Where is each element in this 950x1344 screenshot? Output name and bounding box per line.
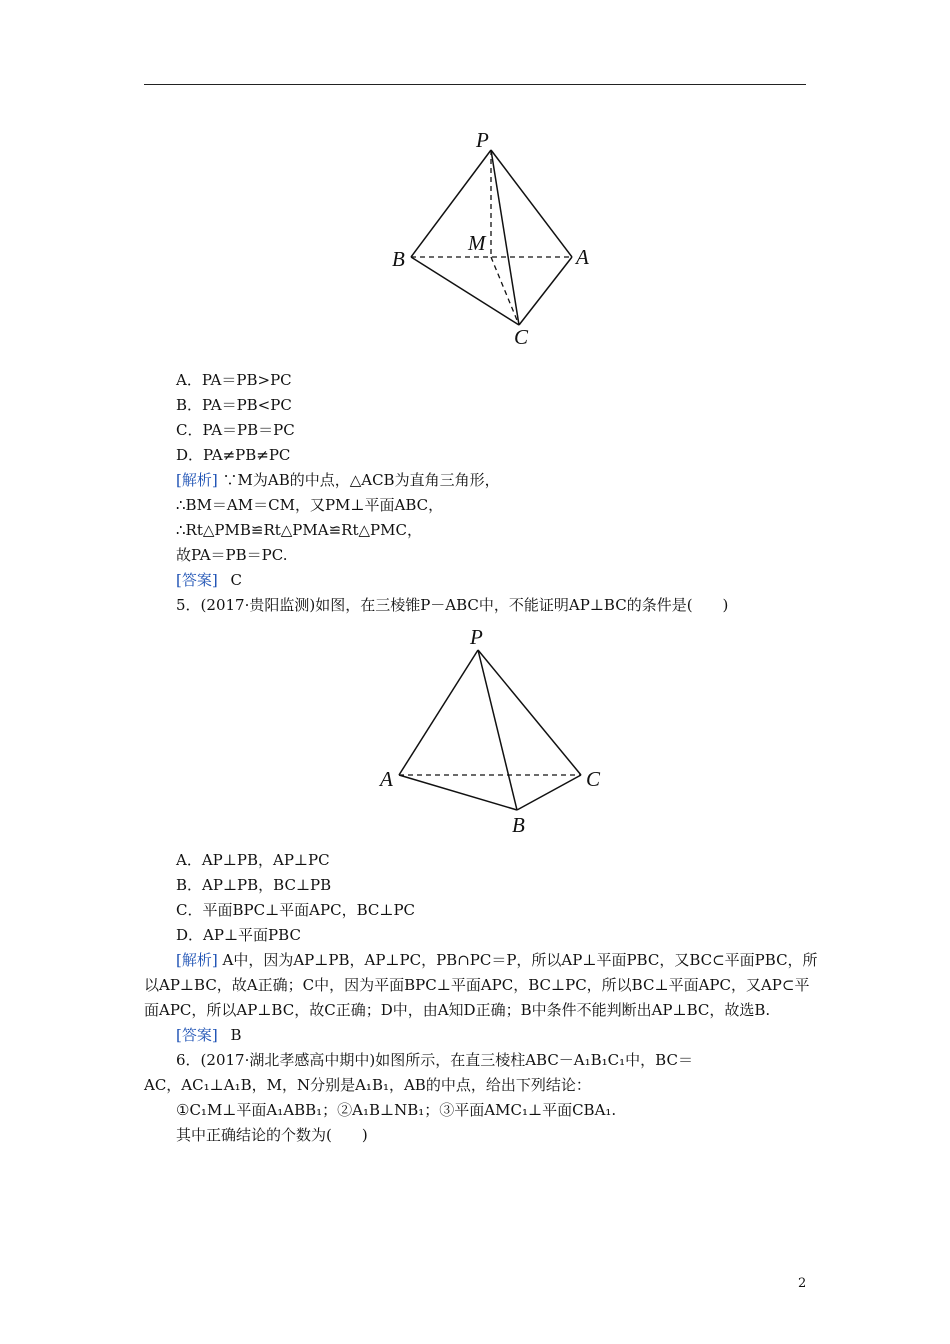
header-rule	[144, 84, 806, 85]
q4-option-c: C．PA＝PB＝PC	[176, 421, 295, 439]
label-P: P	[470, 625, 483, 649]
label-A: A	[380, 767, 393, 791]
edge-BC	[411, 257, 519, 325]
edge-PA	[491, 150, 572, 257]
q5-answer: B	[230, 1026, 242, 1044]
q5-option-b: B．AP⊥PB，BC⊥PB	[176, 876, 332, 894]
label-B: B	[392, 247, 405, 271]
q4-analysis-tag: [解析]	[176, 471, 218, 489]
q6-line-3: ①C₁M⊥平面A₁ABB₁；②A₁B⊥NB₁；③平面AMC₁⊥平面CBA₁.	[176, 1101, 617, 1119]
q5-option-d: D．AP⊥平面PBC	[176, 926, 301, 944]
page-number: 2	[798, 1276, 807, 1291]
q6-line-4: 其中正确结论的个数为( )	[176, 1126, 368, 1144]
q4-answer-line	[176, 570, 242, 590]
label-C: C	[586, 767, 601, 791]
q4-option-d: D．PA≠PB≠PC	[176, 446, 291, 464]
q4-option-a: A．PA＝PB>PC	[176, 371, 292, 389]
edge-MC-dashed	[491, 257, 519, 325]
q6-line-2: AC，AC₁⊥A₁B，M，N分别是A₁B₁，AB的中点，给出下列结论：	[144, 1076, 591, 1094]
q4-answer-tag: [答案]	[176, 571, 218, 589]
q4-option-b: B．PA＝PB<PC	[176, 396, 292, 414]
q5-answer-line	[176, 1025, 242, 1045]
q4-analysis-line-4: 故PA＝PB＝PC.	[176, 546, 288, 564]
q5-stem: 5．(2017·贵阳监测)如图，在三棱锥P－ABC中，不能证明AP⊥BC的条件是( )	[176, 596, 729, 614]
label-B: B	[512, 813, 525, 837]
q5-analysis-tag: [解析]	[176, 951, 218, 969]
label-C: C	[514, 325, 529, 349]
q5-analysis-line-1	[176, 950, 818, 970]
q4-answer: C	[230, 571, 242, 589]
edge-AC	[519, 257, 572, 325]
q5-answer-tag: [答案]	[176, 1026, 218, 1044]
label-A: A	[576, 245, 589, 269]
q5-analysis-line-3: 面APC，所以AP⊥BC，故C正确；D中，由A知D正确；B中条件不能判断出AP⊥BC，故选B.	[144, 1001, 771, 1019]
q6-line-1: 6．(2017·湖北孝感高中期中)如图所示，在直三棱柱ABC－A₁B₁C₁中，BC＝	[176, 1051, 693, 1069]
figure-tetrahedron-1	[0, 120, 950, 480]
q4-analysis-line-1	[176, 470, 500, 490]
edge-PC	[491, 150, 519, 325]
q5-analysis-line-2: 以AP⊥BC，故A正确；C中，因为平面BPC⊥平面APC，BC⊥PC，所以BC⊥平面APC，又AP⊂平	[144, 976, 810, 994]
edge-AB	[399, 775, 517, 810]
edge-PA	[399, 650, 478, 775]
q5-option-c: C．平面BPC⊥平面APC，BC⊥PC	[176, 901, 416, 919]
label-P: P	[476, 128, 489, 152]
q4-analysis-line-2: ∴BM＝AM＝CM，又PM⊥平面ABC，	[176, 496, 444, 514]
q4-analysis-text-1: ∵M为AB的中点，△ACB为直角三角形，	[222, 471, 500, 489]
edge-CB	[517, 775, 581, 810]
q5-analysis-text-1: A中，因为AP⊥PB，AP⊥PC，PB∩PC＝P，所以AP⊥平面PBC，又BC⊂平面PBC，所	[222, 951, 818, 969]
q5-option-a: A．AP⊥PB，AP⊥PC	[176, 851, 330, 869]
label-M: M	[468, 231, 486, 255]
q4-analysis-line-3: ∴Rt△PMB≌Rt△PMA≌Rt△PMC，	[176, 521, 422, 539]
figure-tetrahedron-2	[0, 620, 950, 840]
